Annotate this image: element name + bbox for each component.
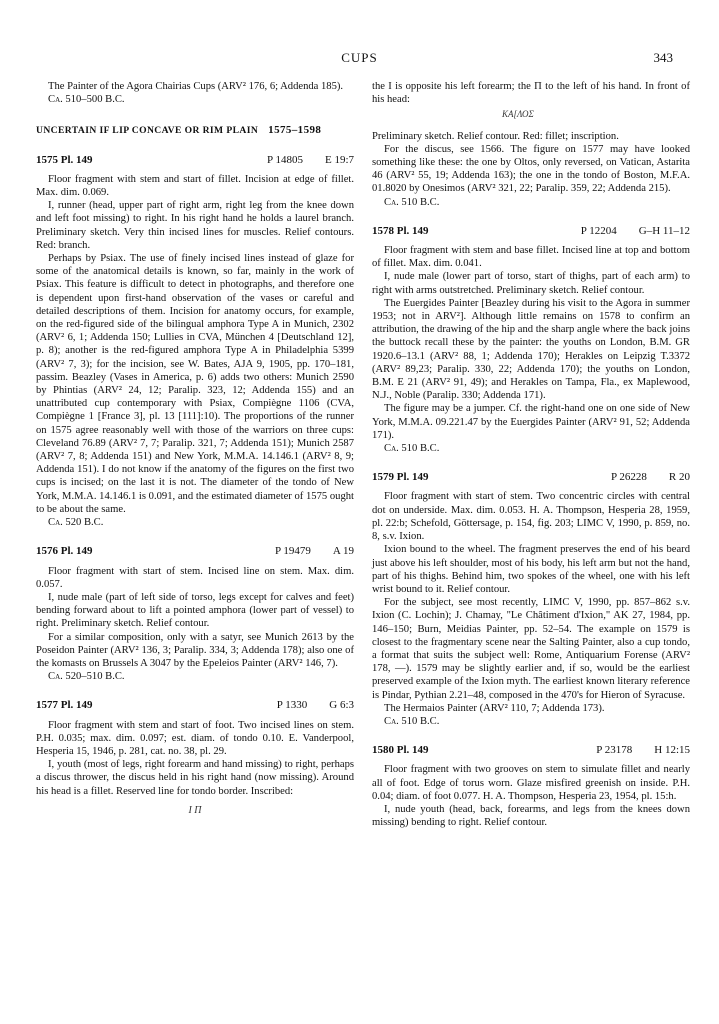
entry-number: 1576 Pl. 149 [36,545,93,558]
entry-heading-1578 [372,225,690,238]
entry-commentary: For a similar composition, only with a satyr, see Munich 2613 by the Poseidon Painter (ARV² 136, 3; Paralip. 334, 3; Addenda 178); also one of the komasts on Brussels A 3047 by the Epeleios Painter (ARV² 146, 7). [36,631,354,669]
left-column [36,80,354,823]
entry-number: 1580 Pl. 149 [372,744,429,757]
deposit-location: R 20 [668,471,690,484]
inventory-number: P 19479 [274,545,311,558]
inventory-number: P 23178 [596,744,633,757]
painter-attribution: The Painter of the Agora Chairias Cups (ARV² 176, 6; Addenda 185). [48,81,344,92]
deposit-location: A 19 [332,545,354,558]
entry-description: Ixion bound to the wheel. The fragment preserves the end of his beard just above his left shoulder, most of his body, his left arm but not the hand, part of his thighs. Behind him, two spokes of the wheel, one with his left wrist bound to it. Relief contour. [372,544,690,595]
date-line: Ca. 510 B.C. [384,196,440,208]
entry-description: I, nude youth (head, back, forearms, and legs from the knees down missing) bending to right. Relief contour. [372,803,690,829]
date-line: Ca. 510–500 B.C. [48,94,125,106]
entry-description: Floor fragment with two grooves on stem to simulate fillet and nearly all of foot. Edge of torus worn. Glaze misfired greenish on inside. P.H. 0.04; diam. of foot 0.077. H. A. Thompson, Hesperia 23, 1954, pl. 15:h. [372,764,690,802]
inventory-number: P 12204 [580,224,617,237]
section-range: 1575–1598 [268,124,322,137]
entry-description: I, nude male (part of left side of torso, legs except for calves and feet) bending forward about to lift a pointed amphora (lower part of vessel) to right. Preliminary sketch. Relief contour. [36,591,354,630]
entry-number: 1578 Pl. 149 [372,224,429,237]
entry-heading-1579 [372,471,690,484]
entry-description: Preliminary sketch. Relief contour. Red: fillet; inscription. [372,130,619,142]
entry-description: Floor fragment with stem and start of fillet. Incision at edge of fillet. Max. dim. 0.069. [36,173,354,199]
deposit-location: H 12:15 [654,744,690,757]
date-line: Ca. 510 B.C. [384,715,440,727]
entry-description: I, nude male (lower part of torso, start of thighs, part of each arm) to right with arms outstretched. Preliminary sketch. Relief contour. [372,271,690,296]
date-line: Ca. 520–510 B.C. [48,671,125,683]
entry-description: Floor fragment with stem and start of foot. Two incised lines on stem. P.H. 0.035; max. dim. 0.097; est. diam. of tondo 0.10. E. Vanderpool, Hesperia 15, 1946, p. 281, cat. no. 38, pl. 29. [36,719,354,757]
entry-continuation: the I is opposite his left forearm; the Π to the left of his hand. In front of his head: [372,81,690,106]
entry-heading-1576 [36,545,354,558]
entry-commentary: For the subject, see most recently, LIMC V, 1990, pp. 857–862 s.v. Ixion (C. Lochin); J. Chamay, "Le Châtiment d'Ixion," AK 27, 1984, pp. 146–150; Burn, Meidias Painter, pp. 52–54. The example on 1579 is closest to the fragmentary scene near the Salting Painter, also a cup tondo, a format that suits the subject well: Rome, Antiquarium Forense (ARV² 178, —). 1579 may be slightly earlier and, if so, would be the earliest preserved example of the Ixion myth. The earliest known literary reference is Pindar, Pythian 2.21–48, composed in the 470's for Hieron of Syracuse. [372,597,690,701]
entry-commentary: Perhaps by Psiax. The use of finely incised lines instead of glaze for some of the anatomical details is known, so far, mainly in the work of Psiax. This feature is difficult to detect in photographs, and therefore one is dependent upon first-hand observation of the vases or careful and detailed descriptions of them. Incision for anatomy occurs, for example, on the red-figured side of the bilingual amphora Type A in Munich, 2302 (ARV² 6, 1; Addenda 150; Lullies in CVA, München 4 [Deutschland 12], p. 8); another is the red-figured amphora Type A in Philadelphia 5399 (ARV² 7, 3); for the incision, see W. Bates, AJA 9, 1905, pp. 170–181, passim. Beazley (Vases in America, p. 6) adds two others: Munich 2590 by Phintias (ARV² 24, 12; Paralip. 323, 12; Addenda 155) and an unattributed cup contemporary with Psiax, Compiègne 1106 (CVA, Compiègne 1 [France 3], pl. 13 [111]:10). The proportions of the runner on 1575 agree reasonably well with those of the warriors on three cups: Cleveland 76.89 (ARV² 7, 7; Paralip. 321, 7; Addenda 151); Munich 2587 (ARV² 7, 8; Addenda 151) and New York, M.M.A. 14.146.1 (ARV² 8, 9; Addenda 151). I do not know if the anatomy of the figures on the first two cups is incised; on the last it is not. The diameter of the tondo of New York, M.M.A. 14.146.1 is 0.091, and the estimated diameter of 1575 ought to be about the same. [36,253,354,515]
page-number: 343 [653,50,673,65]
entry-heading-1575 [36,154,354,167]
inventory-number: P 26228 [610,471,647,484]
running-head [0,50,719,70]
inventory-number: P 14805 [267,153,303,166]
deposit-location: G–H 11–12 [638,224,690,237]
entry-number: 1575 Pl. 149 [36,153,93,166]
running-title: CUPS [341,50,378,65]
date-line: Ca. 520 B.C. [48,517,104,529]
entry-number: 1579 Pl. 149 [372,471,429,484]
section-title: UNCERTAIN IF LIP CONCAVE OR RIM PLAIN [36,125,259,137]
deposit-location: E 19:7 [324,153,354,166]
section-heading [36,124,354,137]
date-line: Ca. 510 B.C. [384,443,440,455]
entry-commentary: The figure may be a jumper. Cf. the right-hand one on one side of New York, M.M.A. 09.221.47 by the Euergides Painter (ARV² 91, 52; Addenda 171). [372,403,690,441]
entry-description: I, youth (most of legs, right forearm and hand missing) to right, perhaps a discus thrower, the discus held in his right hand (now missing). Around his head is a fillet. Reserved line for tondo border. Inscribed: [36,759,354,797]
entry-commentary: For the discus, see 1566. The figure on 1577 may have looked something like these: the one by Oltos, only reversed, on Vatican, Astarita 46 (ARV² 55, 19; Addenda 163); the one in the tondo of Boston, M.F.A. 01.8020 by Onesimos (ARV² 321, 22; Paralip. 359, 22; Addenda 215). [372,143,690,195]
right-column [372,80,690,829]
entry-number: 1577 Pl. 149 [36,699,93,712]
inscription-sketch: ΚΑ[ΛΟΣ [502,109,534,120]
inscription-sketch: I Π [188,804,202,816]
entry-heading-1580 [372,744,690,757]
entry-description: Floor fragment with start of stem. Two concentric circles with central dot on underside. Max. dim. 0.053. H. A. Thompson, Hesperia 28, 1959, pl. 22:b; Schefold, Göttersage, p. 154, fig. 203; LIMC V, 1990, p. 859, no. 8, s.v. Ixion. [372,491,690,543]
inventory-number: P 1330 [276,699,308,712]
entry-description: Floor fragment with stem and base fillet. Incised line at top and bottom of fillet. Max. dim. 0.041. [372,245,690,270]
entry-description: Floor fragment with start of stem. Incised line on stem. Max. dim. 0.057. [36,565,354,590]
entry-heading-1577 [36,699,354,712]
entry-description: I, runner (head, upper part of right arm, right leg from the knee down and left foot missing) to right. In his right hand he holds a laurel branch. Preliminary sketch. Very thin incised lines for muscles. Relief contours. Red: branch. [36,200,354,251]
entry-commentary: The Euergides Painter [Beazley during his visit to the Agora in summer 1953; not in ARV²]. Although little remains on 1578 to confirm an attribution, the drawing of the hip and the sharp angle where the back joins the buttock recall these by the painter: the youths on London, B.M. GR 1920.6–13.1 (ARV² 88, 1; Addenda 170); Herakles on Leipzig T.3372 (ARV² 89,23; Paralip. 330, 22; Addenda 170); the youths on London, B.M. E 21 (ARV² 91, 49); and Herakles on Tampa, Fla., ex Maplewood, N.J., Noble (Paralip. 330; Addenda 171). [372,297,690,402]
painter-attribution: The Hermaios Painter (ARV² 110, 7; Addenda 173). [384,702,605,714]
deposit-location: G 6:3 [329,699,354,712]
